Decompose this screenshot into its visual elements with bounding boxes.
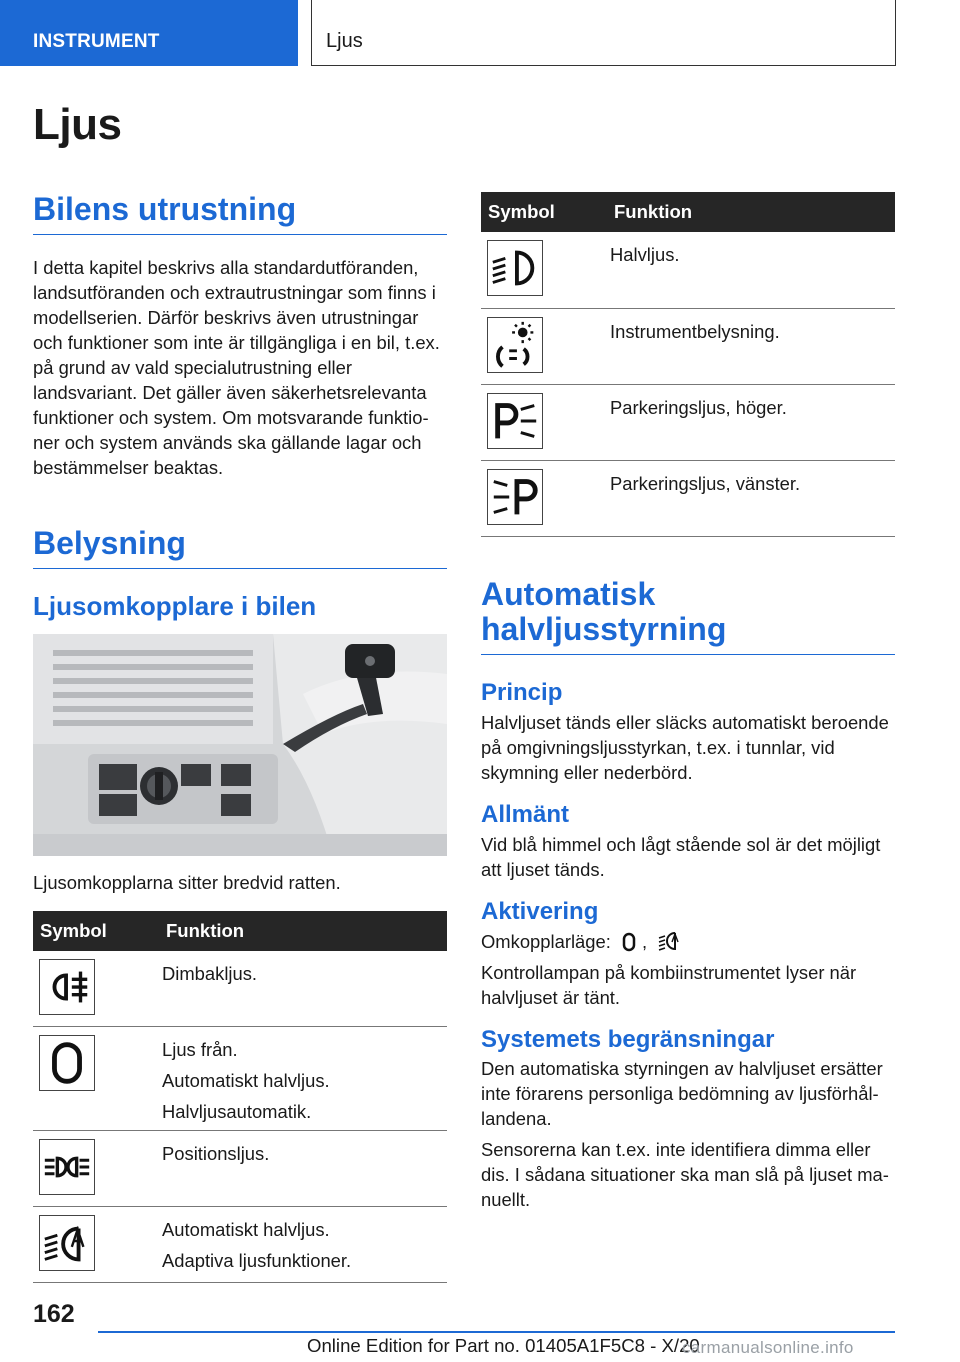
page-header	[0, 0, 960, 66]
table-row: Halvljus.	[481, 232, 895, 308]
low-beam-icon	[487, 240, 543, 296]
heading-principle: Princip	[481, 679, 563, 707]
col-function: Funktion	[602, 192, 895, 232]
table-row: Positionsljus.	[33, 1131, 447, 1207]
heading-auto-low-beam: Automatisk halvljusstyrning	[481, 577, 895, 656]
light-off-icon	[622, 932, 636, 952]
photo-caption: Ljusomkopplarna sitter bredvid ratten.	[33, 871, 341, 893]
paragraph-limits-1: Den automatiska styrningen av halvljuset ersätter inte förarens personliga bedömning av ljusförhållandena.	[481, 1058, 883, 1130]
heading-lighting: Belysning	[33, 526, 447, 569]
table-row: Dimbakljus.	[33, 951, 447, 1027]
left-symbol-table	[33, 911, 447, 1284]
parking-light-left-icon	[487, 469, 543, 525]
heading-limits: Systemets begränsningar	[481, 1025, 775, 1053]
fog-light-icon	[39, 959, 95, 1015]
col-symbol: Symbol	[481, 192, 602, 232]
paragraph-general: Vid blå himmel och lågt stående sol är det möjligt att ljuset tänds.	[481, 833, 881, 880]
table-row: Instrumentbelysning.	[481, 308, 895, 384]
light-switch-photo	[33, 634, 447, 856]
light-off-icon	[39, 1035, 95, 1091]
heading-general: Allmänt	[481, 800, 570, 828]
chapter-tab: Ljus	[311, 0, 896, 66]
paragraph-limits-2: Sensorerna kan t.ex. inte identifiera dimma eller dis. I sådana situationer ska man slå på ljuset manuellt.	[481, 1139, 889, 1211]
parking-light-right-icon	[487, 393, 543, 449]
footer-divider	[98, 1331, 895, 1333]
watermark-logo: carmanualsonline.info	[682, 1338, 854, 1357]
auto-low-beam-icon	[39, 1215, 95, 1271]
position-light-icon	[39, 1139, 95, 1195]
table-row: Automatiskt halvljus. Adaptiva ljusfunktioner.	[33, 1207, 447, 1283]
heading-activation: Aktivering	[481, 897, 599, 925]
paragraph-equipment: I detta kapitel beskrivs alla standardutföranden, landsutföranden och extrautrustningar som finns i modellserien. Därför beskrivs även utrustningar och funktioner som inte är tillgängliga i en bil, t.ex. på grund av vald specialutrustning eller landsvariant. Det gäller även säkerhetsrelevanta funktioner och system. Om motsvarande funktioner och system används ska gällande lagar och bestämmelser beaktas.	[33, 256, 440, 478]
section-tab: INSTRUMENT	[0, 0, 298, 66]
paragraph-principle: Halvljuset tänds eller släcks automatiskt beroende på omgivningsljusstyrkan, t.ex. i tunnlar, vid skymning eller nederbörd.	[481, 711, 889, 783]
edition-text: Online Edition for Part no. 01405A1F5C8 - X/20	[307, 1335, 700, 1356]
right-symbol-table	[481, 192, 895, 537]
page-title: Ljus	[33, 100, 122, 149]
heading-equipment: Bilens utrustning	[33, 192, 447, 235]
right-column	[481, 192, 895, 1212]
table-row: Ljus från. Automatiskt halvljus. Halvljusautomatik.	[33, 1027, 447, 1131]
col-function: Funktion	[154, 911, 447, 951]
left-column	[33, 192, 447, 1283]
page-number: 162	[33, 1300, 75, 1328]
instrument-lighting-icon	[487, 317, 543, 373]
table-row: Parkeringsljus, vänster.	[481, 460, 895, 536]
table-row: Parkeringsljus, höger.	[481, 384, 895, 460]
auto-low-beam-icon	[658, 930, 682, 952]
paragraph-indicator: Kontrollampan på kombiinstrumentet lyser när halvljuset är tänt.	[481, 961, 857, 1008]
paragraph-activation: Omkopplarläge: ,	[481, 929, 895, 954]
heading-light-switch: Ljusomkopplare i bilen	[33, 590, 317, 621]
col-symbol: Symbol	[33, 911, 154, 951]
